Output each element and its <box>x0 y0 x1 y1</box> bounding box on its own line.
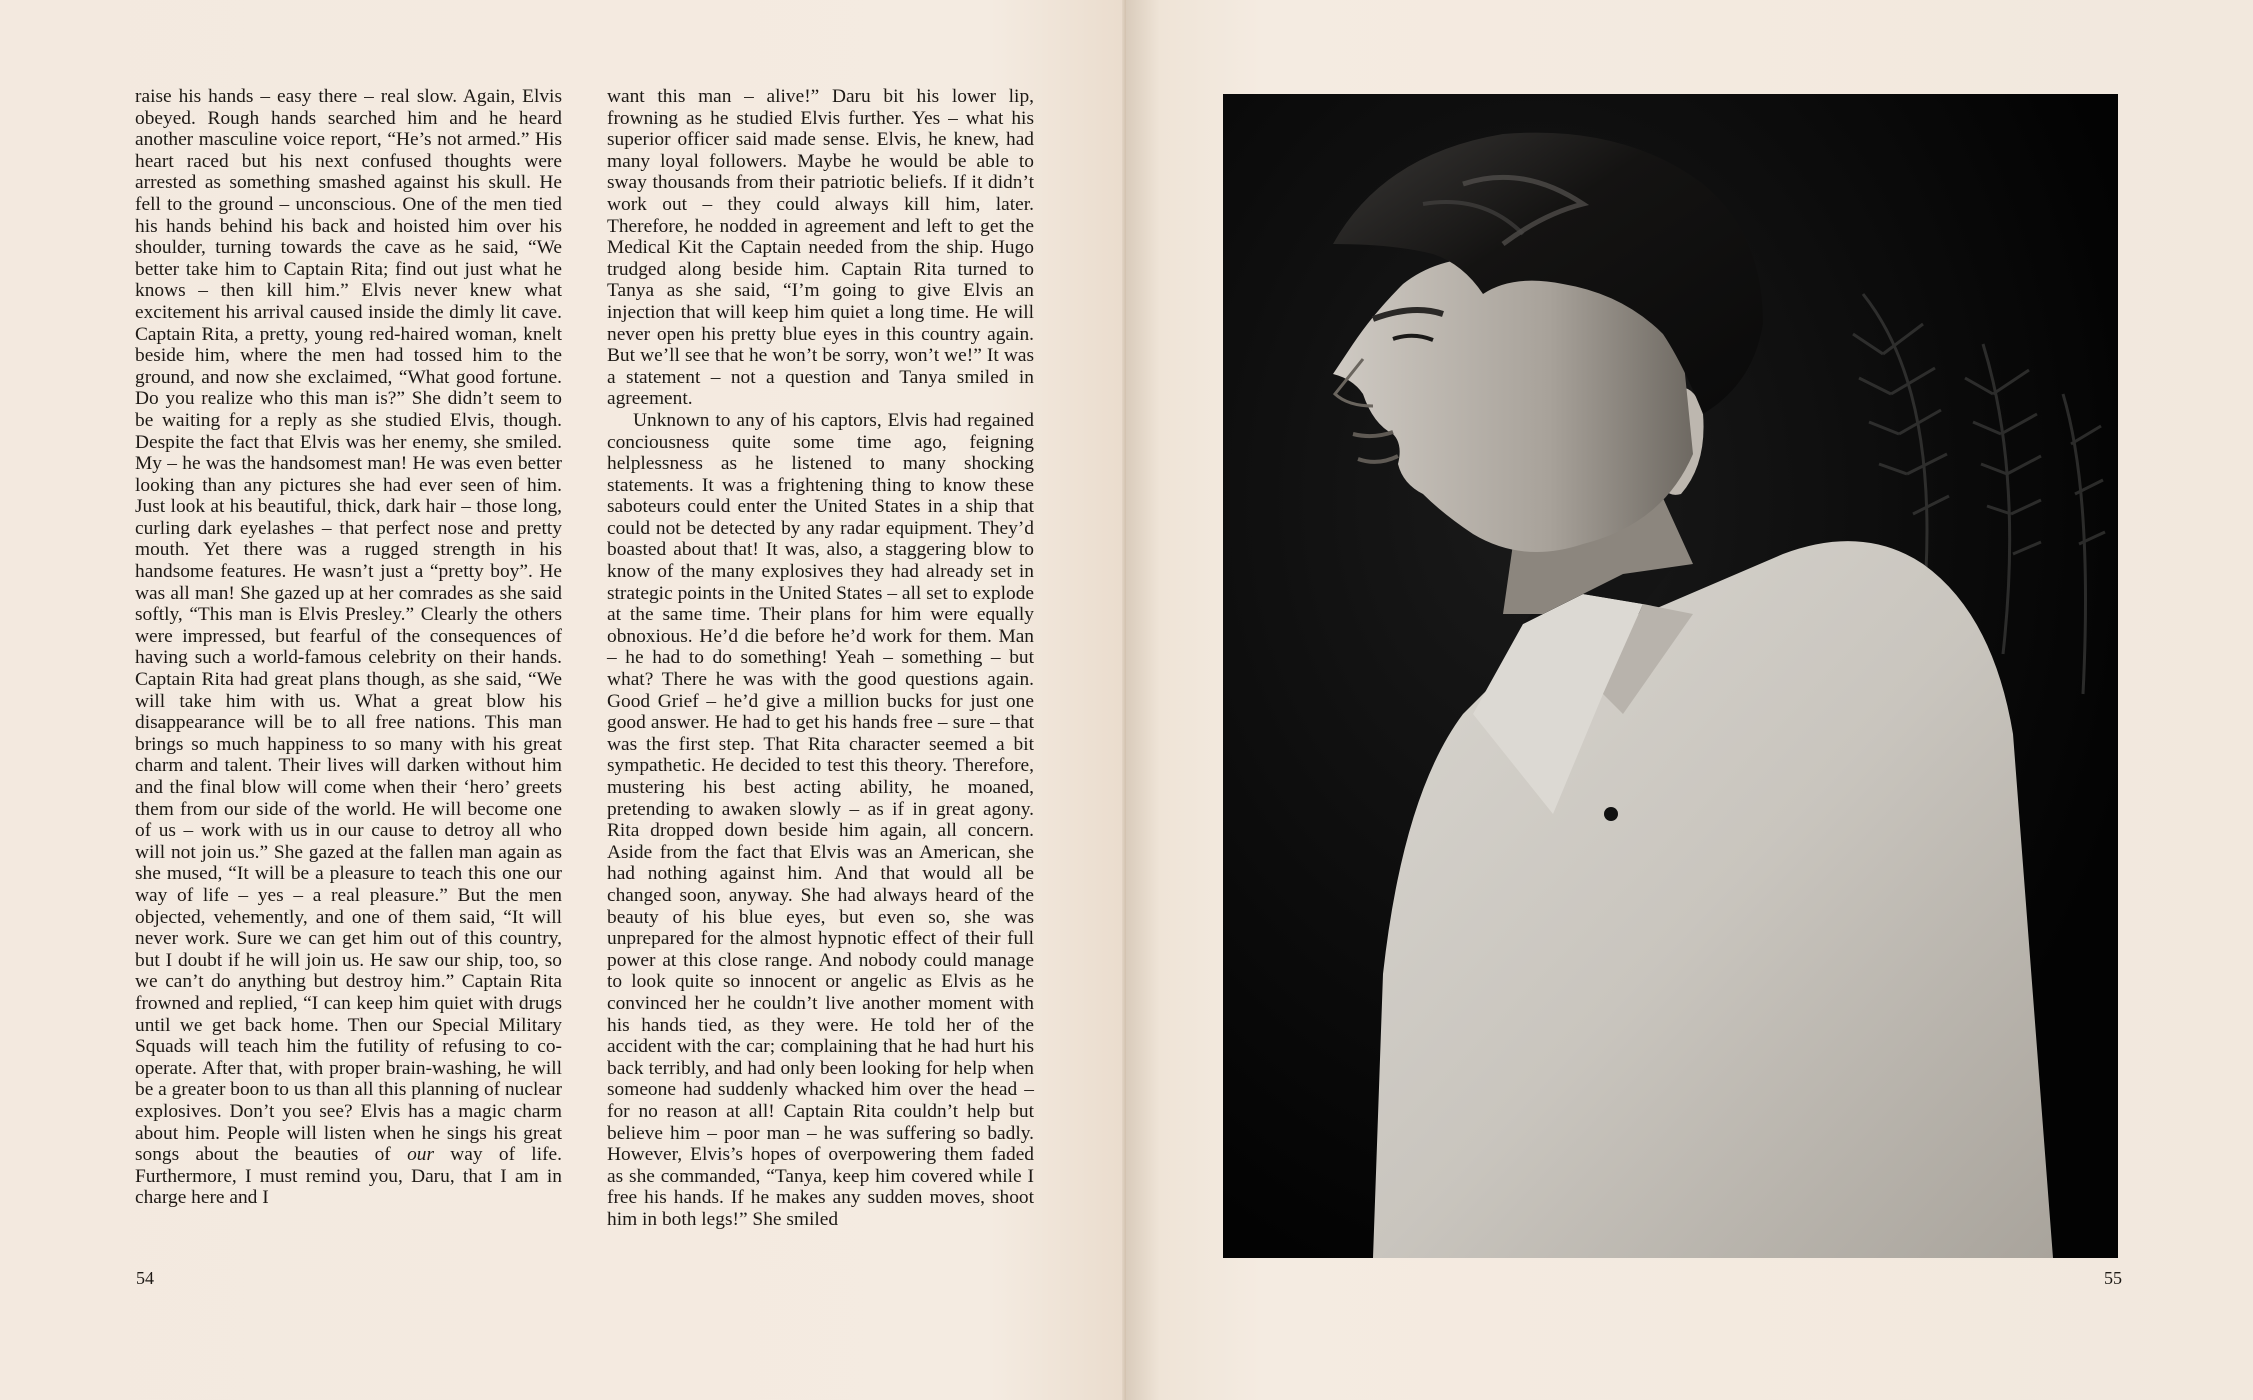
portrait-illustration <box>1223 94 2118 1258</box>
page-number-left: 54 <box>136 1268 154 1288</box>
text-column-left <box>135 86 562 1209</box>
portrait-photo <box>1223 94 2118 1258</box>
paragraph <box>135 86 562 1209</box>
left-page <box>0 0 1126 1400</box>
body-text-end: way of life. Furthermore, I must remind you, Daru, that I am in charge here and I <box>135 1144 562 1209</box>
paragraph: Unknown to any of his captors, Elvis had regained conciousness quite some time ago, feigning helplessness as he listened to many shocking statements. It was a frightening thing to know these saboteurs could enter the United States in a ship that could not be detected by any radar equipment. They’d boasted about that! It was, also, a staggering blow to know of the many explosives they had already set in strategic points in the United States – all set to explode at the same time. Their plans for him were equally obnoxious. He’d die before he’d work for them. Man – he had to do something! Yeah – something – but what? There he was with the good questions again. Good Grief – he’d give a million bucks for just one good answer. He had to get his hands free – sure – that was the first step. That Rita character seemed a bit sympathetic. He decided to test this theory. Therefore, mustering his best acting ability, he moaned, pretending to awaken slowly – as if in great agony. Rita dropped down beside him again, all concern. Aside from the fact that Elvis was an American, she had nothing against him. And that would all be changed soon, anyway. She had always heard of the beauty of his blue eyes, but even so, she was unprepared for the almost hypnotic effect of their full power at this close range. And nobody could manage to look quite so innocent or angelic as Elvis as he convinced her he couldn’t live another moment with his hands tied, as they were. He told her of the accident with the car; complaining that he had hurt his back terribly, and had only been looking for help when someone had suddenly whacked him over the head – for no reason at all! Captain Rita couldn’t help but believe him – poor man – he was suffering so badly. However, Elvis’s hopes of overpowering them faded as she commanded, “Tanya, keep him covered while I free his hands. If he makes any sudden moves, shoot him in both legs!” She smiled <box>607 409 1034 1230</box>
body-text: raise his hands – easy there – real slow. Again, Elvis obeyed. Rough hands searched him and he heard another masculine voice report, “He’s not armed.” His heart raced but his next confused thoughts were arrested as something smashed against his skull. He fell to the ground – unconscious. One of the men tied his hands behind his back and hoisted him over his shoulder, turning towards the cave as he said, “We better take him to Captain Rita; find out just what he knows – then kill him.” Elvis never knew what excitement his arrival caused inside the dimly lit cave. Captain Rita, a pretty, young red-haired woman, knelt beside him, where the men had tossed him to the ground, and now she exclaimed, “What good fortune. Do you realize who this man is?” She didn’t seem to be waiting for a reply as she studied Elvis, though. Despite the fact that Elvis was her enemy, she smiled. My – he was the handsomest man! He was even better looking than any pictures she had ever seen of him. Just look at his beautiful, thick, dark hair – those long, curling dark eyelashes – that perfect nose and pretty mouth. Yet there was a rugged strength in his handsome features. He wasn’t just a “pretty boy”. He was all man! She gazed up at her comrades as she said softly, “This man is Elvis Presley.” Clearly the others were impressed, but fearful of the consequences of having such a world-famous celebrity on their hands. Captain Rita had great plans though, as she said, “We will take him with us. What a great blow his disappearance will be to all free nations. This man brings so much happiness to so many with his great charm and talent. Their lives will darken without him and the final blow will come when their ‘hero’ greets them from our side of the world. He will become one of us – work with us in our cause to detroy all who will not join us.” She gazed at the fallen man again as she mused, “It will be a pleasure to teach this one our way of life – yes – a real pleasure.” But the men objected, vehemently, and one of them said, “It will never work. Sure we can get him out of this country, but I doubt if he will join us. He saw our ship, too, so we can’t do anything but destroy him.” Captain Rita frowned and replied, “I can keep him quiet with drugs until we get back home. Then our Special Military Squads will teach him the futility of refusing to co-operate. After that, with proper brain-washing, he will be a greater boon to us than all this planning of nuclear explosives. Don’t you see? Elvis has a magic charm about him. People will listen when he sings his great songs about the beauties of <box>135 86 563 1166</box>
paragraph: want this man – alive!” Daru bit his lower lip, frowning as he studied Elvis further. Yes – what his superior officer said made sense. Elvis, he knew, had many loyal followers. Maybe he would be able to sway thousands from their patriotic beliefs. If it didn’t work out – they could always kill him, later. Therefore, he nodded in agreement and left to get the Medical Kit the Captain needed from the ship. Hugo trudged along beside him. Captain Rita turned to Tanya as she said, “I’m going to give Elvis an injection that will keep him quiet a long time. He will never open his pretty blue eyes in this country again. But we’ll see that he won’t be sorry, won’t we!” It was a statement – not a question and Tanya smiled in agreement. <box>607 86 1034 410</box>
text-column-right <box>607 86 1034 1230</box>
italic-word: our <box>407 1144 434 1166</box>
page-number-right: 55 <box>2104 1268 2122 1288</box>
